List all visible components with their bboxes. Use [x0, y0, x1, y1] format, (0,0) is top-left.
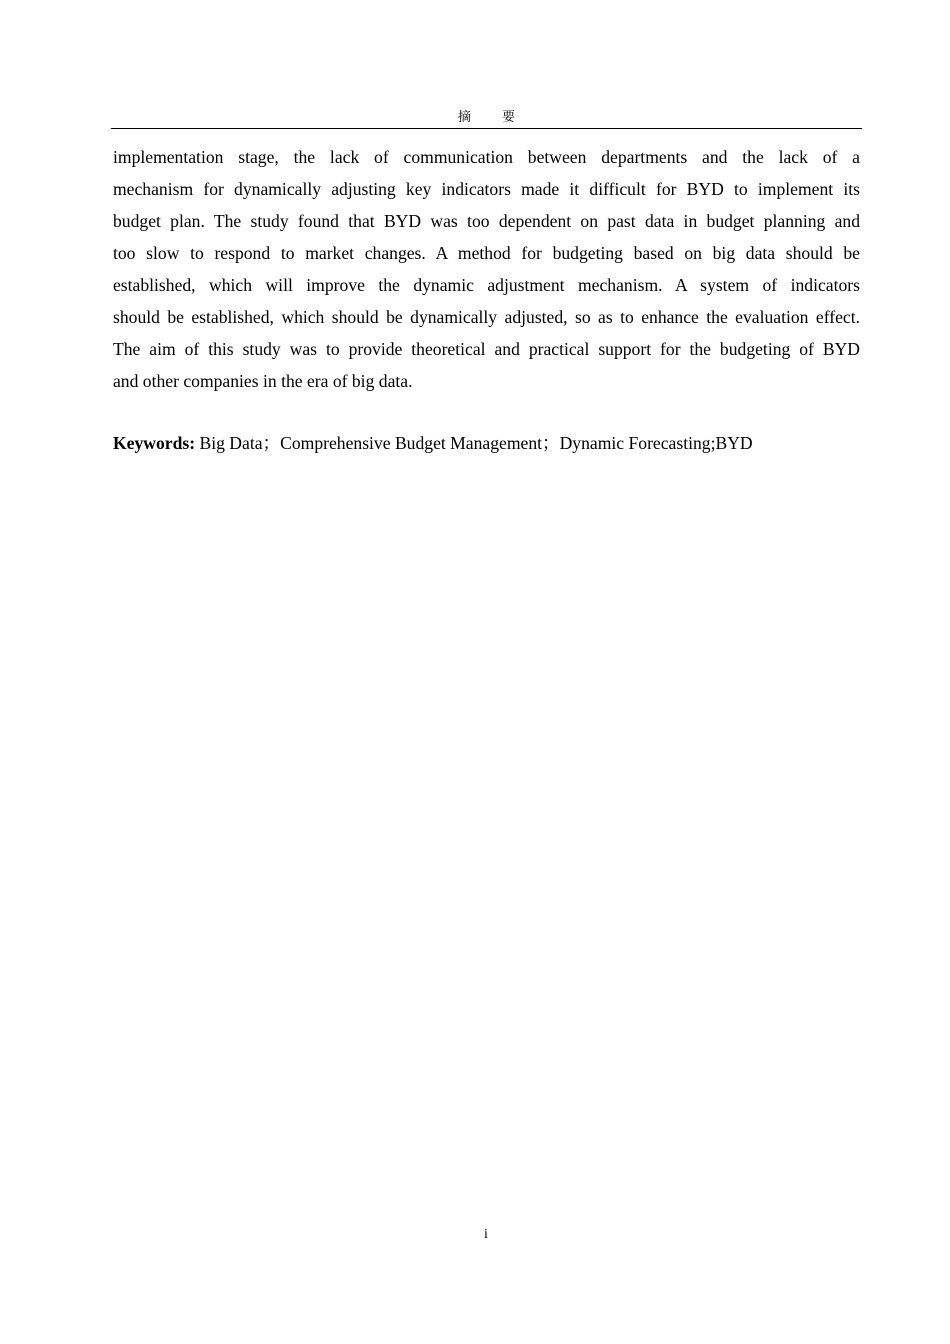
abstract-line: and other companies in the era of big data.	[113, 371, 413, 391]
keywords-text: Big Data；Comprehensive Budget Management；Dynamic Forecasting;BYD	[195, 433, 753, 453]
abstract-line: implementation stage, the lack of communication between departments and the lack of a	[113, 147, 860, 167]
abstract-line: established, which will improve the dynamic adjustment mechanism. A system of indicators	[113, 275, 860, 295]
abstract-line: The aim of this study was to provide theoretical and practical support for the budgeting of BYD	[113, 339, 860, 359]
abstract-line: too slow to respond to market changes. A method for budgeting based on big data should be	[113, 243, 860, 263]
abstract-line: mechanism for dynamically adjusting key indicators made it difficult for BYD to implement its	[113, 179, 860, 199]
header-rule	[111, 128, 862, 129]
abstract-line: should be established, which should be dynamically adjusted, so as to enhance the evaluation effect.	[113, 307, 860, 327]
keywords-label: Keywords:	[113, 433, 196, 453]
running-header: 摘 要	[457, 109, 530, 124]
page-number: i	[484, 1227, 488, 1242]
abstract-line: budget plan. The study found that BYD was too dependent on past data in budget planning and	[113, 211, 860, 231]
abstract-body	[113, 141, 860, 397]
keywords-line	[113, 429, 860, 457]
